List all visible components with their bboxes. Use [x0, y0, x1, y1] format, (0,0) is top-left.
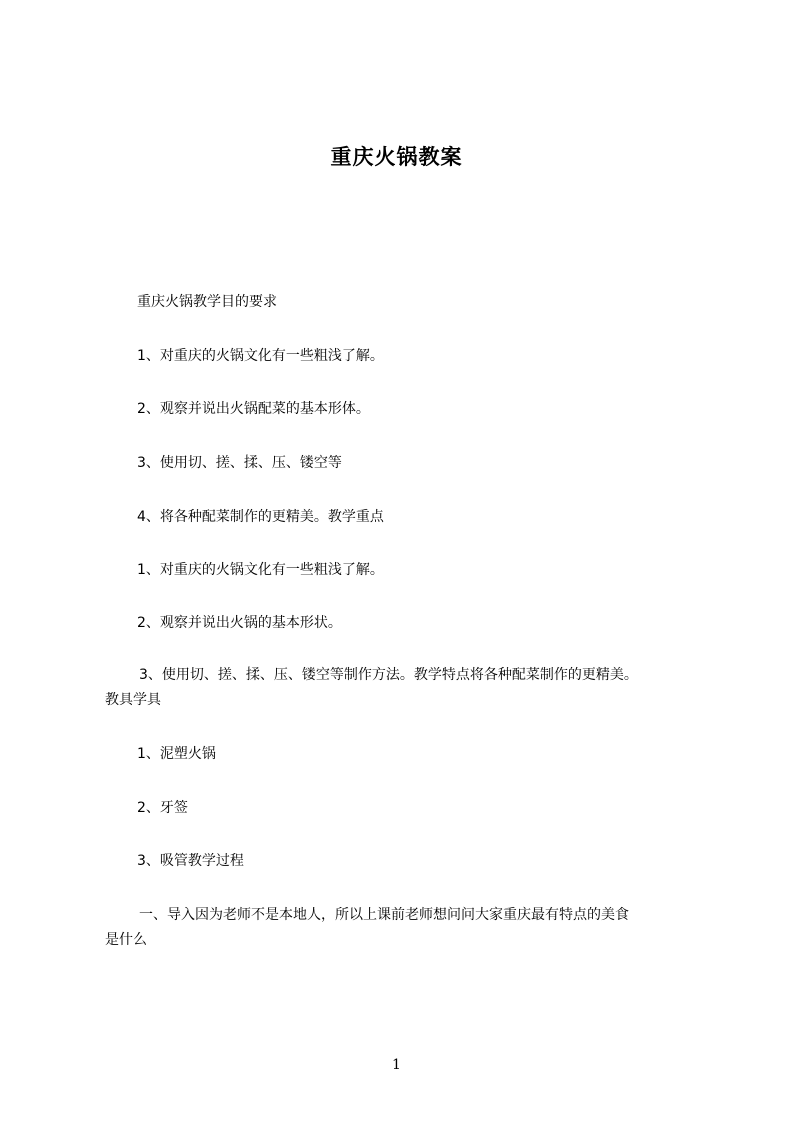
paragraph-aid-1: 1、泥塑火锅 [137, 746, 216, 762]
paragraph-objective-3: 3、使用切、搓、揉、压、镂空等 [137, 455, 342, 471]
document-title: 重庆火锅教案 [330, 145, 463, 169]
paragraph-teaching-aids-heading: 教具学具 [105, 692, 161, 708]
paragraph-objectives-heading: 重庆火锅教学目的要求 [137, 294, 277, 310]
paragraph-objective-2: 2、观察并说出火锅配菜的基本形体。 [137, 401, 370, 417]
paragraph-introduction-continued: 是什么 [105, 932, 147, 948]
paragraph-key-point-2: 2、观察并说出火锅的基本形状。 [137, 615, 342, 631]
paragraph-objective-4: 4、将各种配菜制作的更精美。教学重点 [137, 509, 384, 525]
page-number: 1 [392, 1057, 401, 1073]
paragraph-objective-1: 1、对重庆的火锅文化有一些粗浅了解。 [137, 348, 384, 364]
paragraph-aid-3: 3、吸管教学过程 [137, 853, 244, 869]
paragraph-key-point-1: 1、对重庆的火锅文化有一些粗浅了解。 [137, 562, 384, 578]
paragraph-introduction: 一、导入因为老师不是本地人，所以上课前老师想问问大家重庆最有特点的美食 [139, 907, 629, 923]
paragraph-key-point-3: 3、使用切、搓、揉、压、镂空等制作方法。教学特点将各种配菜制作的更精美。 [139, 667, 638, 683]
paragraph-aid-2: 2、牙签 [137, 800, 188, 816]
